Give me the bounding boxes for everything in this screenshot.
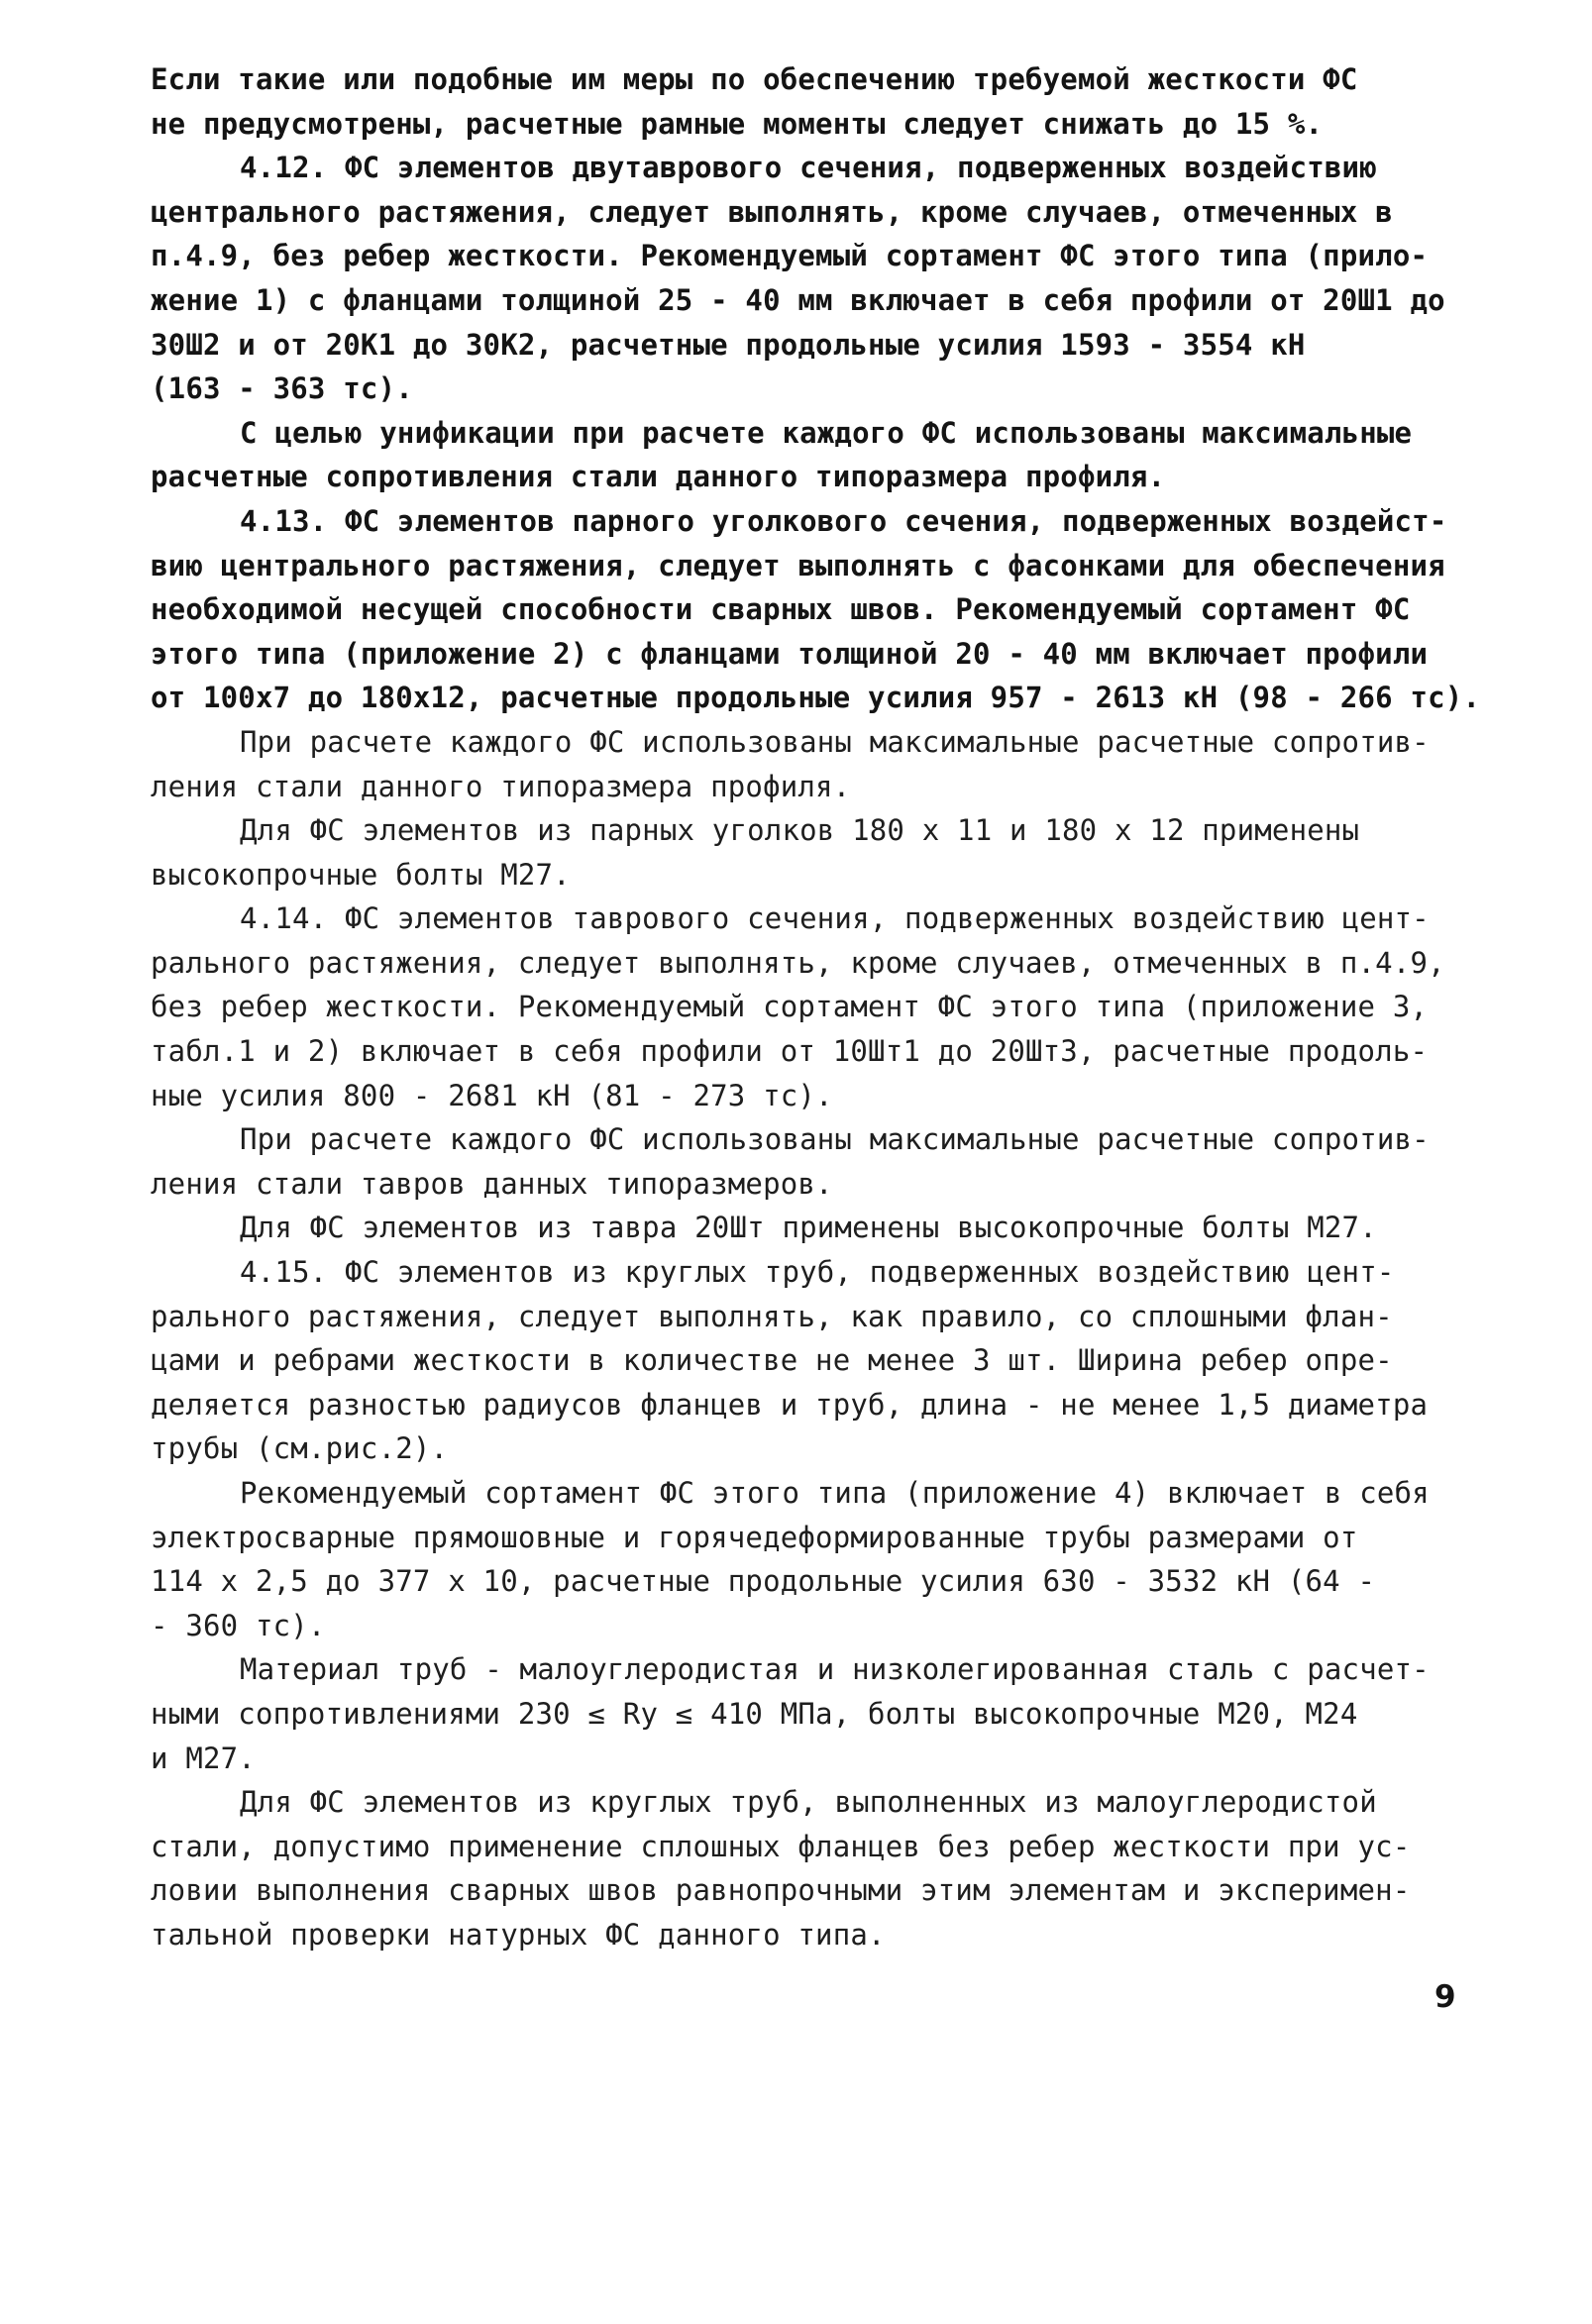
paragraph-4-15: 4.15. ФС элементов из круглых труб, подверженных воздействию цент- рального растяжения, следует выполнять, как правило, со сплошными флан- цами и ребрами жесткости в количестве не менее 3 шт. Ширина ребер опре- деляется разностью радиусов фланцев и труб, длина - не менее 1,5 диаметра трубы (см.рис.2). <box>151 1255 1429 1466</box>
paragraph-calc-angles: При расчете каждого ФС использованы максимальные расчетные сопротив- ления стали данного типоразмера профиля. <box>151 724 1430 803</box>
page-number: 9 <box>1434 1979 1456 2015</box>
paragraph-4-13: 4.13. ФС элементов парного уголкового сечения, подверженных воздейст- вию центрального растяжения, следует выполнять с фасонками для обеспечения необходимой несущей способности сварных швов. Рекомендуемый сортамент ФС этого типа (приложение 2) с фланцами толщиной 20 - 40 мм включает профили от 100х7 до 180х12, расчетные продольные усилия 957 - 2613 кН (98 - 266 тс). <box>151 503 1481 715</box>
paragraph-4-12: 4.12. ФС элементов двутаврового сечения, подверженных воздействию центрального растяжения, следует выполнять, кроме случаев, отмеченных в п.4.9, без ребер жесткости. Рекомендуемый сортамент ФС этого типа (прило- жение 1) с фланцами толщиной 25 - 40 мм включает в себя профили от 20Ш1 до 30Ш2 и от 20К1 до 30К2, расчетные продольные усилия 1593 - 3554 кН (163 - 363 тс). <box>151 151 1445 406</box>
paragraph-pipes-material: Материал труб - малоуглеродистая и низколегированная сталь с расчет- ными сопротивлениями 230 ≤ Rу ≤ 410 МПа, болты высокопрочные М20, М24 и М27. <box>151 1652 1430 1775</box>
paragraph-pipes-assortment: Рекомендуемый сортамент ФС этого типа (приложение 4) включает в себя электросварные прямошовные и горячедеформированные трубы размерами от 114 х 2,5 до 377 х 10, расчетные продольные усилия 630 - 3532 кН (64 - - 360 тс). <box>151 1476 1430 1642</box>
paragraph-unification: С целью унификации при расчете каждого ФС использованы максимальные расчетные сопротивления стали данного типоразмера профиля. <box>151 415 1413 494</box>
paragraph-4-14: 4.14. ФС элементов таврового сечения, подверженных воздействию цент- рального растяжения, следует выполнять, кроме случаев, отмеченных в п.4.9, без ребер жесткости. Рекомендуемый сортамент ФС этого типа (приложение 3, табл.1 и 2) включает в себя профили от 10Шт1 до 20Шт3, расчетные продоль- ные усилия 800 - 2681 кН (81 - 273 тс). <box>151 901 1445 1112</box>
paragraph-calc-tees: При расчете каждого ФС использованы максимальные расчетные сопротив- ления стали тавров данных типоразмеров. <box>151 1122 1430 1201</box>
paragraph-pipes-flanges: Для ФС элементов из круглых труб, выполненных из малоуглеродистой стали, допустимо применение сплошных фланцев без ребер жесткости при ус- ловии выполнения сварных швов равнопрочными этим элементам и эксперимен- тальной проверки натурных ФС данного типа. <box>151 1785 1411 1952</box>
paragraph-intro: Если такие или подобные им меры по обеспечению требуемой жесткости ФС не предусмотрены, расчетные рамные моменты следует снижать до 15 %. <box>151 62 1358 141</box>
body-text <box>151 57 1488 1957</box>
paragraph-bolts-tee: Для ФС элементов из тавра 20Шт применены высокопрочные болты М27. <box>240 1211 1377 1245</box>
paragraph-bolts-angles: Для ФС элементов из парных уголков 180 х 11 и 180 х 12 применены высокопрочные болты М27. <box>151 813 1360 892</box>
